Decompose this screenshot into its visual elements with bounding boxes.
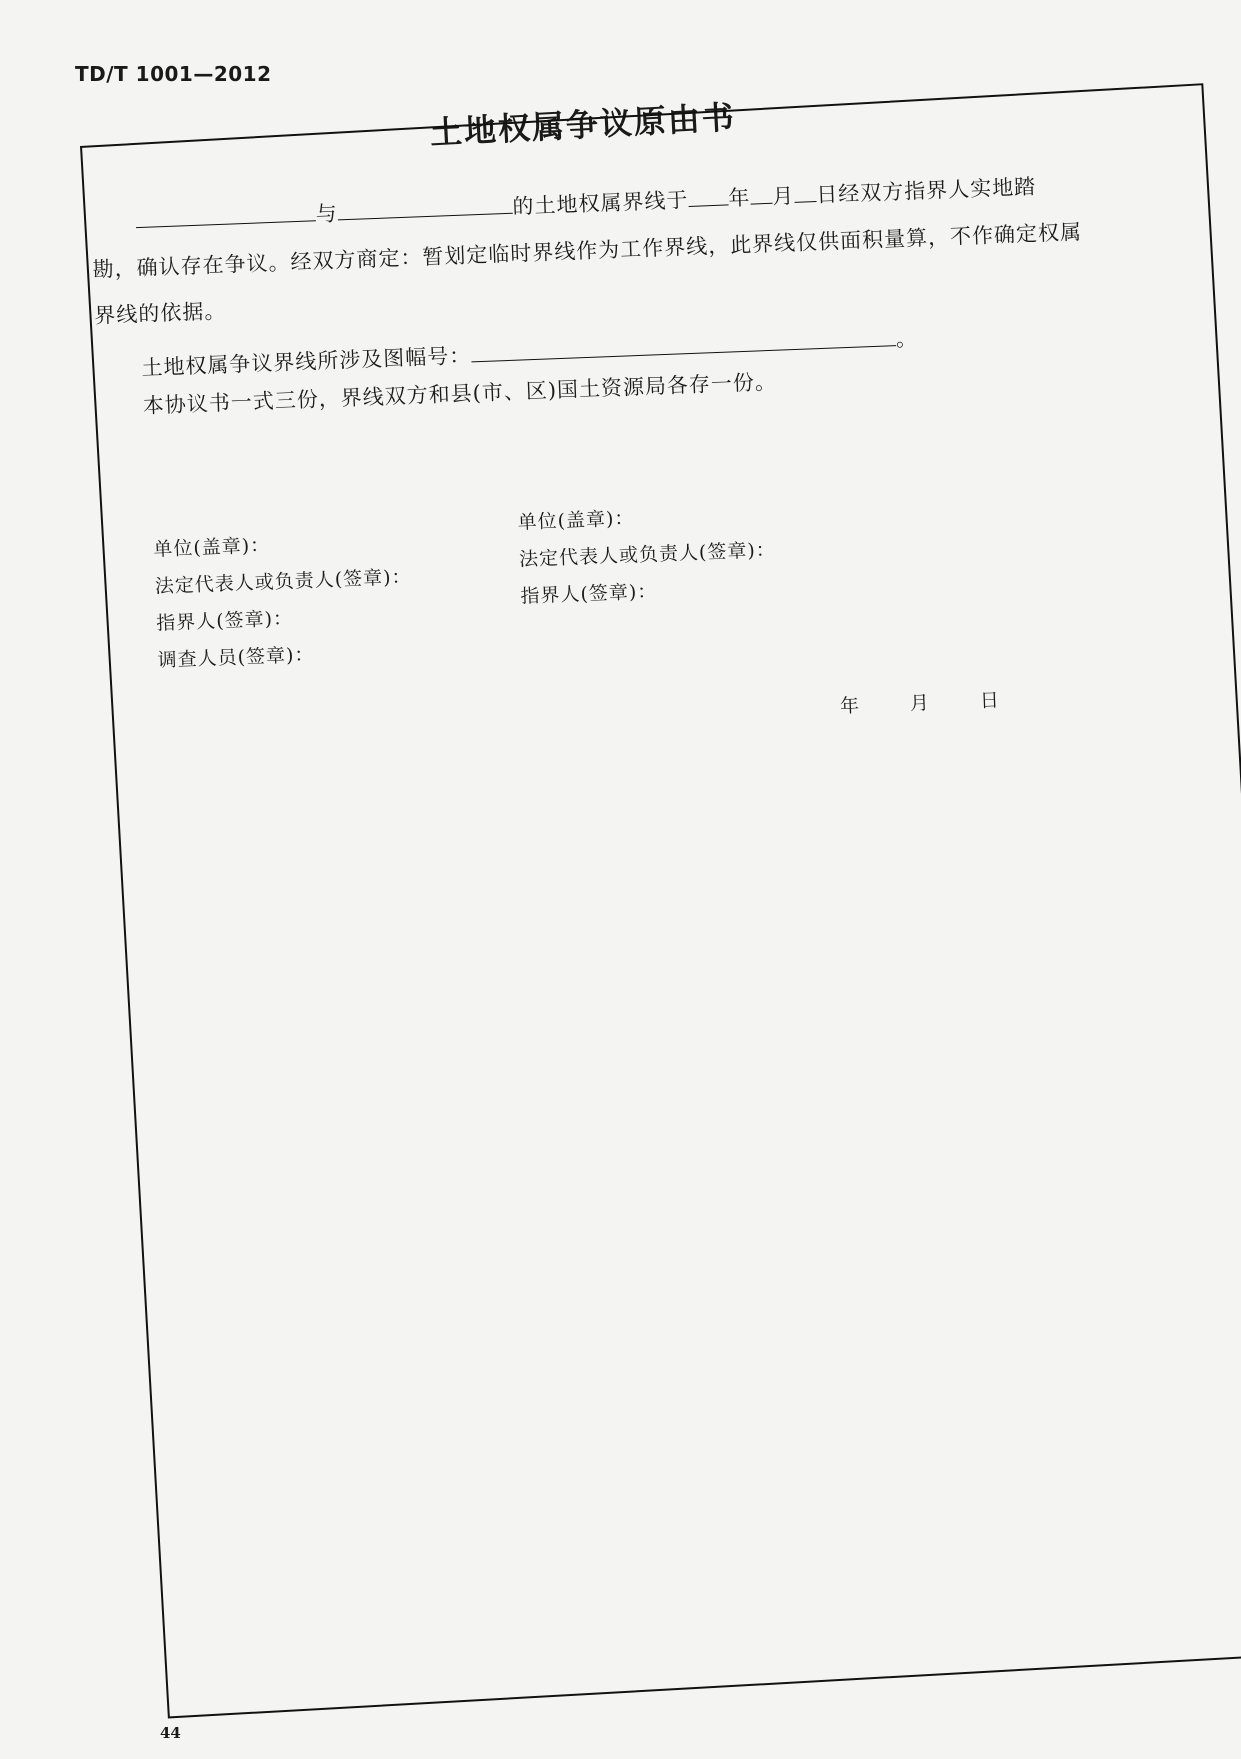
right-pointer-signature: 指界人(签章)： <box>520 580 658 608</box>
document-title: 土地权属争议原由书 <box>429 98 737 152</box>
sentence-part-b: 日经双方指界人实地踏 <box>815 174 1037 208</box>
left-pointer-signature: 指界人(签章)： <box>155 607 294 635</box>
date-year: 年 <box>839 694 861 718</box>
with-connector: 与 <box>315 201 339 227</box>
year-unit: 年 <box>727 185 751 211</box>
sheet-number-label: 土地权属争议界线所涉及图幅号： <box>140 343 472 381</box>
year-blank[interactable] <box>688 183 729 207</box>
page-number: 44 <box>160 1724 181 1742</box>
right-legal-rep-signature: 法定代表人或负责人(签章)： <box>518 538 777 571</box>
paragraph-line-2: 勘，确认存在争议。经双方商定：暂划定临时界线作为工作界线，此界线仅供面积量算，不作确定权属 <box>92 219 1083 282</box>
month-unit: 月 <box>771 183 795 209</box>
left-legal-rep-signature: 法定代表人或负责人(签章)： <box>154 565 412 598</box>
left-unit-seal: 单位(盖章)： <box>153 534 271 561</box>
date-row <box>839 685 1000 718</box>
party-1-blank[interactable] <box>135 199 316 228</box>
date-month: 月 <box>909 692 931 715</box>
sheet-number-end: 。 <box>895 326 919 352</box>
left-surveyor-signature: 调查人员(签章)： <box>157 643 315 672</box>
standard-code: TD/T 1001—2012 <box>75 62 272 86</box>
month-blank[interactable] <box>750 182 773 205</box>
day-blank[interactable] <box>794 180 817 203</box>
party-2-blank[interactable] <box>337 192 513 221</box>
sentence-part-a: 的土地权属界线于 <box>512 187 689 219</box>
copies-note: 本协议书一式三份，界线双方和县(市、区)国土资源局各存一份。 <box>142 369 778 419</box>
sheet-number-row <box>141 322 919 382</box>
date-day: 日 <box>979 689 1001 713</box>
right-unit-seal: 单位(盖章)： <box>517 507 635 534</box>
sheet-number-blank[interactable] <box>471 324 897 362</box>
paragraph-line-3: 界线的依据。 <box>93 298 227 328</box>
